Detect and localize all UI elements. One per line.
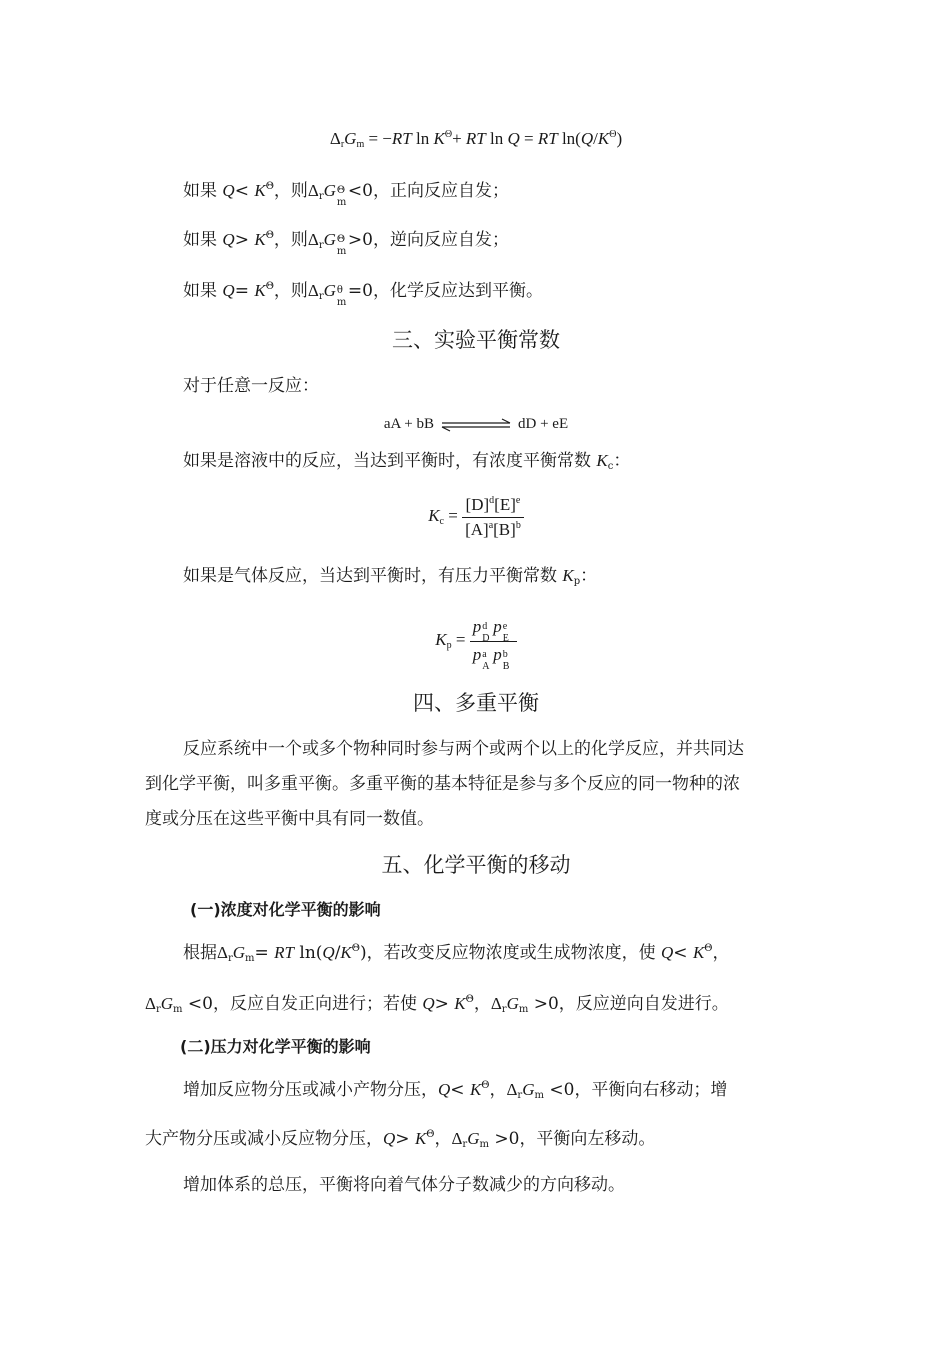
concentration-line-1: 根据$\Delta_rG_m=$ RT $\ln(Q/K^\Theta)$，若改变反应物浓度或生成物浓度，使 $Q< K^\Theta$， [183, 943, 730, 964]
section-heading-3: 三、实验平衡常数 [392, 328, 560, 352]
section-heading-4: 四、多重平衡 [413, 691, 539, 715]
paragraph-line: 反应系统中一个或多个物种同时参与两个或两个以上的化学反应，并共同达 [183, 739, 744, 759]
condition-line-2: 如果 $Q> K^\Theta$，则$\Delta_rG$ Θ m >0，逆向反应自发； [183, 230, 509, 257]
section-heading-5: 五、化学平衡的移动 [381, 853, 571, 877]
gibbs-equation: $\Delta_rG_m = -RT$ $\ln K^\Theta+$ RT ln Q = RT $\ln(Q/K^\Theta)$ [329, 129, 623, 150]
concentration-line-2: $\Delta_rG_m <0$，反应自发正向进行；若使 $Q> K^\Theta$，$\Delta_rG_m >0$，反应逆向自发进行。 [145, 994, 729, 1015]
paragraph-line: 度或分压在这些平衡中具有同一数值。 [145, 809, 434, 829]
reaction-equation: aA + bB dD + eE [383, 416, 569, 432]
equilibrium-arrow-icon [440, 418, 512, 432]
pressure-line-3: 增加体系的总压，平衡将向着气体分子数减少的方向移动。 [183, 1175, 625, 1195]
kp-formula: $K_p$ = p d D p e E p a A p b B [0, 614, 952, 667]
condition-line-3: 如果 $Q= K^\Theta$，则$\Delta_rG$ θ m =0，化学反应达到平衡。 [183, 281, 543, 308]
kc-fraction: $\frac{[D]^d[E]^e}{[A]^a[B]^b}$ [462, 495, 524, 540]
paragraph-arbitrary-reaction: 对于任意一反应： [183, 376, 319, 396]
pressure-line-2: 大产物分压或减小反应物分压，$Q> K^\Theta$，$\Delta_rG_m >0$，平衡向左移动。 [145, 1129, 656, 1150]
paragraph-line: 到化学平衡，叫多重平衡。多重平衡的基本特征是参与多个反应的同一物种的浓 [145, 774, 740, 794]
pressure-line-1: 增加反应物分压或减小产物分压，$Q< K^\Theta$，$\Delta_rG_m <0$，平衡向右移动；增 [183, 1080, 728, 1101]
subheading-pressure: (二)压力对化学平衡的影响 [180, 1037, 371, 1056]
kc-formula: $K_c$ = $\frac{[D]^d[E]^e}{[A]^a[B]^b}$ [0, 492, 952, 540]
subheading-concentration: (一)浓度对化学平衡的影响 [190, 900, 381, 919]
condition-line-1: 如果 $Q< K^\Theta$，则$\Delta_rG$ Θ m <0，正向反应自发； [183, 181, 509, 208]
kp-fraction: p d D p e E p a A p b B [470, 616, 517, 667]
paragraph-gas-reaction: 如果是气体反应，当达到平衡时，有压力平衡常数 $K_p$： [183, 566, 598, 587]
delta-symbol: Δ [329, 129, 341, 148]
paragraph-solution-reaction: 如果是溶液中的反应，当达到平衡时，有浓度平衡常数 $K_c$： [183, 451, 631, 472]
